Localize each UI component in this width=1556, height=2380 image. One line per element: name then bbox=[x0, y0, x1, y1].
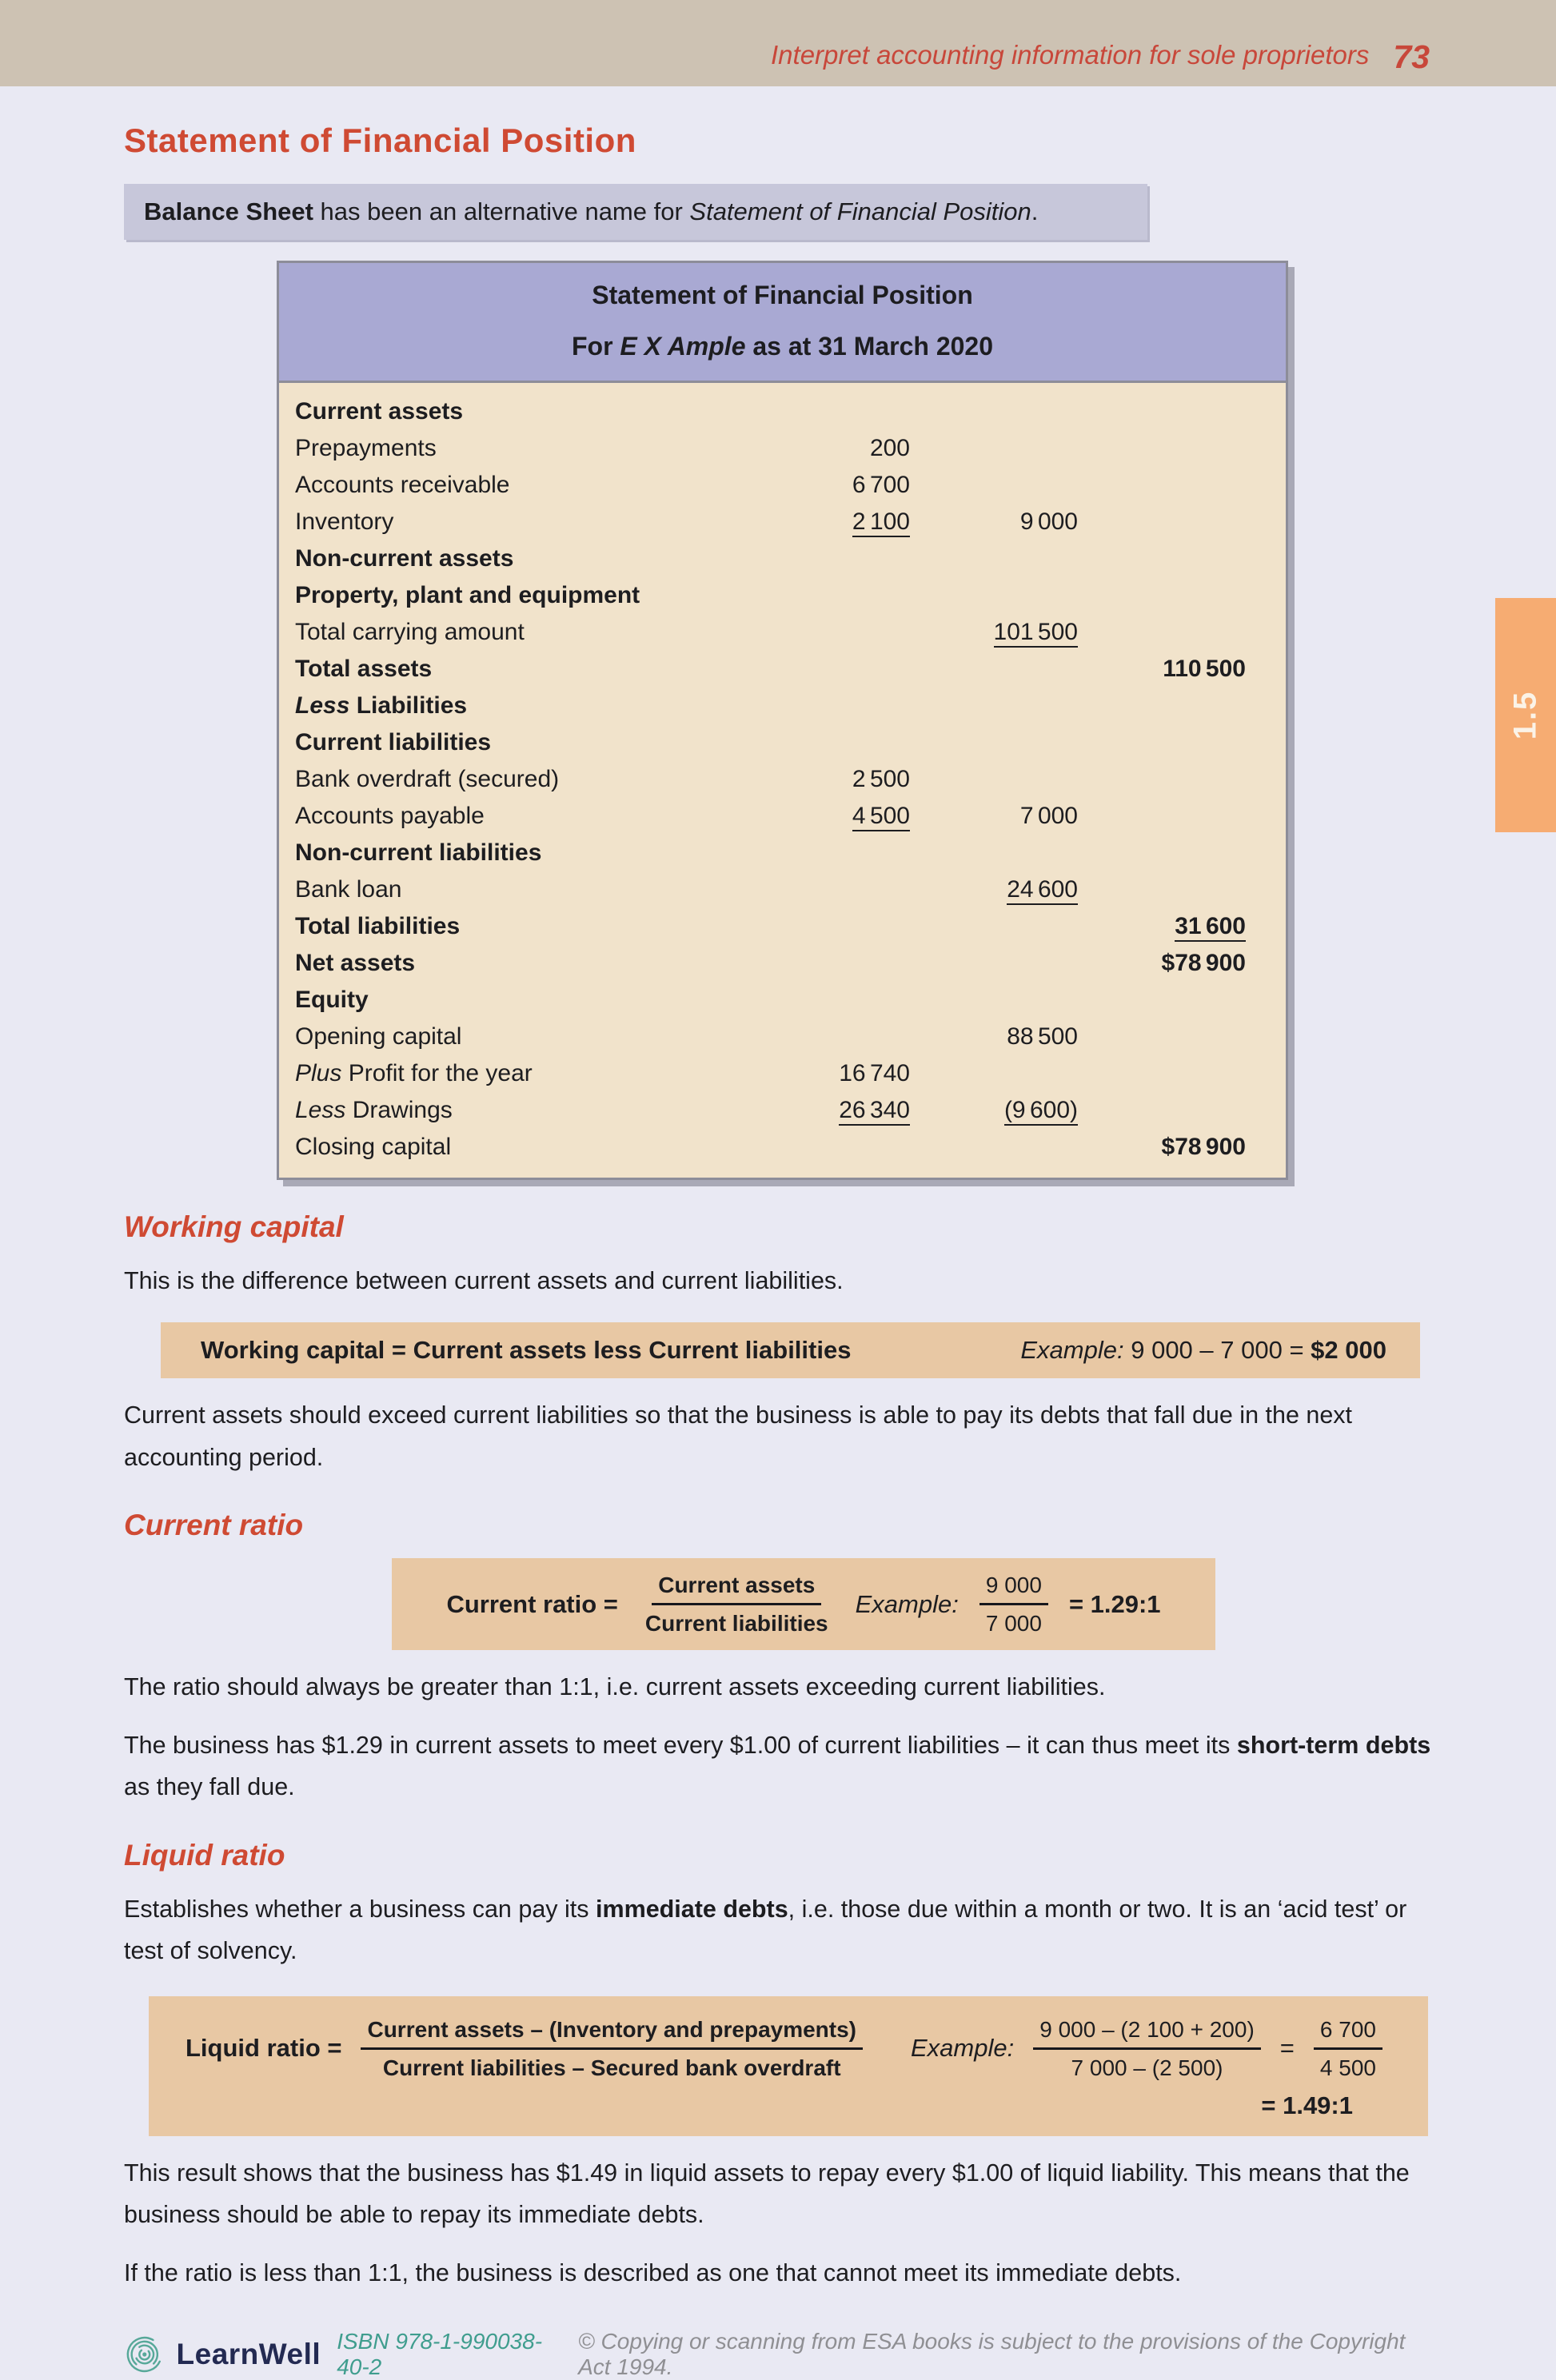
row-amount-col3 bbox=[1078, 614, 1246, 651]
statement-row bbox=[279, 393, 1286, 430]
learnwell-logo-icon bbox=[124, 2332, 166, 2377]
current-ratio-formula-box bbox=[392, 1558, 1215, 1650]
row-label: Less Liabilities bbox=[295, 692, 468, 719]
current-ratio-fraction bbox=[639, 1571, 835, 1637]
row-amount-col3 bbox=[1078, 430, 1246, 467]
row-amount-col3: 110 500 bbox=[1163, 656, 1246, 682]
statement-row bbox=[279, 835, 1286, 871]
statement-header bbox=[279, 263, 1286, 383]
statement-row bbox=[279, 871, 1286, 908]
working-capital-formula-box bbox=[161, 1322, 1420, 1378]
statement-row bbox=[279, 982, 1286, 1019]
row-amount-col3 bbox=[1078, 761, 1246, 798]
row-label-italic-prefix: Less bbox=[295, 692, 350, 719]
row-label: Total assets bbox=[295, 656, 433, 682]
statement-row bbox=[279, 651, 1286, 688]
page-header-band bbox=[0, 0, 1556, 86]
note-period: . bbox=[1031, 197, 1039, 225]
subtitle-entity: E X Ample bbox=[620, 332, 746, 361]
intro-pre: Establishes whether a business can pay its bbox=[124, 1895, 596, 1923]
statement-body bbox=[279, 383, 1286, 1178]
row-amount-col2 bbox=[910, 467, 1078, 504]
row-amount-col2 bbox=[910, 688, 1078, 724]
definition-note bbox=[124, 184, 1147, 240]
fraction-denominator: 7 000 bbox=[985, 1611, 1042, 1636]
row-label: Equity bbox=[295, 987, 369, 1013]
liquid-ratio-fraction bbox=[361, 2015, 863, 2082]
statement-row bbox=[279, 908, 1286, 945]
statement-row bbox=[279, 798, 1286, 835]
row-label: Non-current assets bbox=[295, 545, 514, 572]
working-capital-formula: Working capital = Current assets less Current liabilities bbox=[201, 1336, 852, 1365]
current-ratio-example-label: Example: bbox=[855, 1589, 959, 1618]
row-amount-col3 bbox=[1078, 504, 1246, 540]
working-capital-outro: Current assets should exceed current liabilities so that the business is able to pay its debts that fall due in the next accounting period. bbox=[124, 1401, 1353, 1471]
row-amount-col2: 7 000 bbox=[1019, 803, 1078, 829]
fraction-numerator: Current assets – (Inventory and prepayments) bbox=[361, 2015, 863, 2050]
fraction-denominator: 4 500 bbox=[1319, 2055, 1376, 2080]
statement-row bbox=[279, 430, 1286, 467]
row-label: Current assets bbox=[295, 398, 464, 425]
isbn-text: ISBN 978-1-990038-40-2 bbox=[337, 2328, 543, 2379]
row-amount-col1 bbox=[758, 982, 910, 1019]
liquid-ratio-example-label: Example: bbox=[911, 2034, 1015, 2063]
row-label: Accounts receivable bbox=[295, 472, 510, 498]
liquid-ratio-example-fraction bbox=[1033, 2015, 1261, 2082]
row-amount-col2: 24 600 bbox=[910, 871, 1078, 908]
row-amount-col2 bbox=[910, 982, 1078, 1019]
row-amount-col2 bbox=[910, 651, 1078, 688]
row-label: Closing capital bbox=[295, 1134, 452, 1160]
row-amount-col2: 9 000 bbox=[1019, 508, 1078, 535]
statement-row bbox=[279, 945, 1286, 982]
row-amount-col3: $78 900 bbox=[1161, 950, 1246, 976]
current-ratio-example-fraction bbox=[979, 1571, 1048, 1637]
row-amount-col1 bbox=[758, 577, 910, 614]
current-ratio-lhs: Current ratio = bbox=[446, 1589, 618, 1618]
row-amount-col2 bbox=[910, 577, 1078, 614]
statement-row bbox=[279, 724, 1286, 761]
body-bold-term: short-term debts bbox=[1236, 1731, 1431, 1759]
fraction-denominator: Current liabilities – Secured bank overdraft bbox=[382, 2055, 841, 2080]
row-label: Inventory bbox=[295, 508, 394, 535]
row-amount-col2: 101 500 bbox=[910, 614, 1078, 651]
row-amount-col2 bbox=[910, 540, 1078, 577]
row-label-italic-prefix: Plus bbox=[295, 1060, 342, 1086]
liquid-ratio-result-fraction bbox=[1314, 2015, 1382, 2082]
row-amount-col3 bbox=[1078, 1092, 1246, 1129]
row-label: Current liabilities bbox=[295, 729, 492, 755]
row-amount-col1: 4 500 bbox=[758, 798, 910, 835]
statement-row bbox=[279, 504, 1286, 540]
row-label: Property, plant and equipment bbox=[295, 582, 640, 608]
page-number: 73 bbox=[1393, 38, 1430, 75]
row-amount-col1: 2 500 bbox=[852, 766, 910, 792]
row-amount-col3: 31 600 bbox=[1078, 908, 1246, 945]
row-amount-col3 bbox=[1078, 1019, 1246, 1055]
row-label: Total liabilities bbox=[295, 913, 461, 939]
example-body: 9 000 – 7 000 = bbox=[1123, 1336, 1311, 1365]
row-amount-col2 bbox=[910, 761, 1078, 798]
statement-row bbox=[279, 1092, 1286, 1129]
row-amount-col1: 16 740 bbox=[839, 1060, 910, 1086]
equals-sign: = bbox=[1279, 2034, 1295, 2063]
fraction-numerator: 9 000 bbox=[979, 1571, 1048, 1605]
row-amount-col3 bbox=[1078, 393, 1246, 430]
heading-working-capital: Working capital bbox=[124, 1210, 344, 1243]
row-amount-col1 bbox=[758, 908, 910, 945]
row-amount-col1 bbox=[758, 1019, 910, 1055]
copyright-text: © Copying or scanning from ESA books is subject to the provisions of the Copyright Act 1994. bbox=[578, 2328, 1406, 2379]
working-capital-example bbox=[1020, 1336, 1386, 1365]
row-amount-col1: 200 bbox=[869, 435, 910, 461]
note-term-italic: Statement of Financial Position bbox=[689, 197, 1031, 225]
statement-row bbox=[279, 467, 1286, 504]
row-amount-col2: 88 500 bbox=[1007, 1023, 1078, 1050]
heading-current-ratio: Current ratio bbox=[124, 1509, 304, 1542]
intro-bold-term: immediate debts bbox=[595, 1895, 788, 1923]
row-amount-col3 bbox=[1078, 835, 1246, 871]
liquid-ratio-intro bbox=[124, 1888, 1431, 1972]
row-amount-col1 bbox=[758, 835, 910, 871]
heading-liquid-ratio: Liquid ratio bbox=[124, 1838, 285, 1872]
statement-row bbox=[279, 1019, 1286, 1055]
row-amount-col3 bbox=[1078, 798, 1246, 835]
statement-row bbox=[279, 1055, 1286, 1092]
working-capital-intro: This is the difference between current assets and current liabilities. bbox=[124, 1267, 844, 1294]
subtitle-post: as at 31 March 2020 bbox=[745, 332, 994, 361]
section-tab bbox=[1495, 598, 1556, 832]
fraction-numerator: 6 700 bbox=[1314, 2015, 1382, 2050]
intro-post: , i.e. those due within a month or two. It is an ‘acid test’ or test of solvency. bbox=[124, 1895, 1407, 1965]
row-label: Prepayments bbox=[295, 435, 437, 461]
statement-row bbox=[279, 1129, 1286, 1166]
page-title: Statement of Financial Position bbox=[124, 122, 636, 159]
row-amount-col3 bbox=[1078, 1055, 1246, 1092]
row-amount-col1 bbox=[758, 688, 910, 724]
financial-statement-table bbox=[277, 261, 1288, 1180]
row-label: Net assets bbox=[295, 950, 416, 976]
row-amount-col1 bbox=[758, 871, 910, 908]
learnwell-brand: LearnWell bbox=[176, 2337, 321, 2370]
liquid-ratio-lhs: Liquid ratio = bbox=[186, 2034, 342, 2063]
row-amount-col3 bbox=[1078, 982, 1246, 1019]
row-amount-col2 bbox=[910, 908, 1078, 945]
body-pre: The business has $1.29 in current assets to meet every $1.00 of current liabilities – it can thus meet its bbox=[124, 1731, 1237, 1759]
page-content bbox=[0, 122, 1556, 2380]
liquid-ratio-formula-box bbox=[149, 1996, 1428, 2136]
row-amount-col3 bbox=[1078, 871, 1246, 908]
row-label: Plus Profit for the year bbox=[295, 1060, 533, 1086]
statement-row bbox=[279, 761, 1286, 798]
liquid-ratio-formula-line bbox=[186, 2015, 1399, 2082]
row-amount-col1 bbox=[758, 614, 910, 651]
liquid-ratio-result: = 1.49:1 bbox=[1261, 2091, 1353, 2119]
row-amount-col3 bbox=[1078, 467, 1246, 504]
row-label-italic-prefix: Less bbox=[295, 1097, 346, 1123]
row-amount-col1 bbox=[758, 540, 910, 577]
statement-title: Statement of Financial Position bbox=[592, 281, 973, 309]
row-amount-col1 bbox=[758, 651, 910, 688]
row-amount-col2 bbox=[910, 430, 1078, 467]
statement-row bbox=[279, 540, 1286, 577]
liquid-ratio-outro: This result shows that the business has $1.49 in liquid assets to repay every $1.00 of liquid liability. This means that the business should be able to repay its immediate debts. bbox=[124, 2159, 1410, 2229]
row-amount-col2 bbox=[910, 945, 1078, 982]
row-amount-col3 bbox=[1078, 688, 1246, 724]
note-term: Balance Sheet bbox=[144, 197, 313, 225]
row-amount-col3 bbox=[1078, 724, 1246, 761]
fraction-denominator: 7 000 – (2 500) bbox=[1071, 2055, 1223, 2080]
statement-subtitle bbox=[279, 332, 1286, 361]
row-label: Less Drawings bbox=[295, 1097, 453, 1123]
row-amount-col1: 2 100 bbox=[758, 504, 910, 540]
page-footer bbox=[124, 2329, 1431, 2380]
row-amount-col3 bbox=[1078, 540, 1246, 577]
row-amount-col3: $78 900 bbox=[1161, 1134, 1246, 1160]
statement-row bbox=[279, 688, 1286, 724]
row-amount-col2: (9 600) bbox=[910, 1092, 1078, 1129]
row-amount-col3 bbox=[1078, 577, 1246, 614]
current-ratio-result: = 1.29:1 bbox=[1068, 1589, 1161, 1618]
row-amount-col1: 26 340 bbox=[758, 1092, 910, 1129]
row-amount-col2 bbox=[910, 724, 1078, 761]
example-result: $2 000 bbox=[1311, 1336, 1386, 1365]
statement-row bbox=[279, 614, 1286, 651]
row-amount-col2 bbox=[910, 835, 1078, 871]
subtitle-pre: For bbox=[571, 332, 620, 361]
fraction-denominator: Current liabilities bbox=[644, 1611, 828, 1636]
row-amount-col1 bbox=[758, 945, 910, 982]
note-text: has been an alternative name for bbox=[313, 197, 690, 225]
current-ratio-note: The ratio should always be greater than 1:1, i.e. current assets exceeding current liabilities. bbox=[124, 1673, 1106, 1701]
row-label: Total carrying amount bbox=[295, 619, 525, 645]
fraction-numerator: Current assets bbox=[652, 1571, 821, 1605]
row-amount-col1 bbox=[758, 393, 910, 430]
body-post: as they fall due. bbox=[124, 1773, 295, 1801]
statement-row bbox=[279, 577, 1286, 614]
row-amount-col1 bbox=[758, 1129, 910, 1166]
row-amount-col1: 6 700 bbox=[852, 472, 910, 498]
example-label: Example: bbox=[1020, 1336, 1124, 1365]
row-amount-col2 bbox=[910, 1129, 1078, 1166]
liquid-ratio-final-note: If the ratio is less than 1:1, the business is described as one that cannot meet its immediate debts. bbox=[124, 2258, 1182, 2286]
row-label: Accounts payable bbox=[295, 803, 485, 829]
running-title: Interpret accounting information for sole proprietors bbox=[771, 40, 1370, 70]
row-label: Bank loan bbox=[295, 876, 402, 903]
row-label: Bank overdraft (secured) bbox=[295, 766, 560, 792]
row-amount-col1 bbox=[758, 724, 910, 761]
current-ratio-body bbox=[124, 1724, 1431, 1808]
row-label: Non-current liabilities bbox=[295, 839, 542, 866]
row-amount-col2 bbox=[910, 393, 1078, 430]
row-label: Opening capital bbox=[295, 1023, 462, 1050]
row-amount-col2 bbox=[910, 1055, 1078, 1092]
fraction-numerator: 9 000 – (2 100 + 200) bbox=[1033, 2015, 1261, 2050]
section-tab-label: 1.5 bbox=[1507, 690, 1543, 740]
